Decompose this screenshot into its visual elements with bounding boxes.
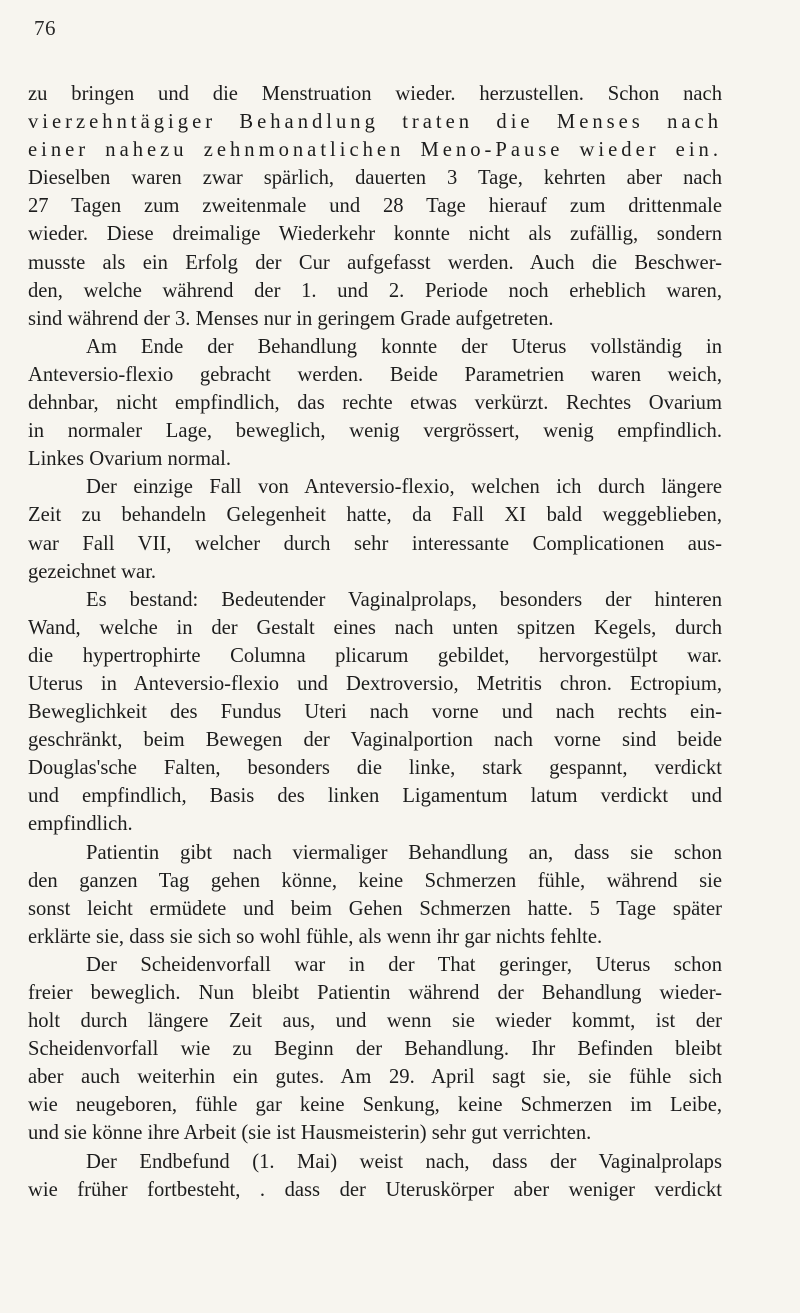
text-line: zu bringen und die Menstruation wieder. herzustellen. Schon nach: [28, 83, 722, 105]
text-line: einer nahezu zehnmonatlichen Meno-Pause wieder ein.: [28, 139, 722, 162]
text-line: Dieselben waren zwar spärlich, dauerten 3 Tage, kehrten aber nach: [28, 167, 722, 190]
text-line: empfindlich.: [28, 813, 133, 836]
page-number: 76: [34, 16, 56, 40]
text-line: Beweglichkeit des Fundus Uteri nach vorne und nach rechts ein-: [28, 701, 722, 724]
text-line: musste als ein Erfolg der Cur aufgefasst werden. Auch die Beschwer-: [28, 251, 722, 274]
text-line: dehnbar, nicht empfindlich, das rechte etwas verkürzt. Rechtes Ovarium: [28, 392, 722, 415]
text-line: Linkes Ovarium normal.: [28, 448, 232, 471]
text-line: sind während der 3. Menses nur in geringem Grade aufgetreten.: [28, 307, 554, 330]
text-line: den ganzen Tag gehen könne, keine Schmerzen fühle, während sie: [28, 869, 722, 892]
text-line: Zeit zu behandeln Gelegenheit hatte, da Fall XI bald weggeblieben,: [28, 504, 722, 527]
text-line: die hypertrophirte Columna plicarum gebildet, hervorgestülpt war.: [28, 644, 722, 667]
text-line: und sie könne ihre Arbeit (sie ist Hausmeisterin) sehr gut verrichten.: [28, 1122, 592, 1145]
text-line: Douglas'sche Falten, besonders die linke, stark gespannt, verdickt: [28, 757, 722, 780]
text-line: holt durch längere Zeit aus, und wenn sie wieder kommt, ist der: [28, 1010, 722, 1033]
text-line: und empfindlich, Basis des linken Ligamentum latum verdickt und: [28, 785, 722, 808]
text-line: sonst leicht ermüdete und beim Gehen Schmerzen hatte. 5 Tage später: [28, 897, 722, 920]
text-line: wieder. Diese dreimalige Wiederkehr konnte nicht als zufällig, sondern: [28, 223, 722, 246]
text-line: Der Scheidenvorfall war in der That geringer, Uterus schon: [86, 953, 722, 976]
text-line: war Fall VII, welcher durch sehr interessante Complicationen aus-: [28, 532, 722, 555]
text-line: Patientin gibt nach viermaliger Behandlung an, dass sie schon: [86, 841, 722, 864]
text-line: in normaler Lage, beweglich, wenig vergrössert, wenig empfindlich.: [28, 420, 722, 443]
text-line: Es bestand: Bedeutender Vaginalprolaps, besonders der hinteren: [86, 588, 722, 611]
text-line: freier beweglich. Nun bleibt Patientin während der Behandlung wieder-: [28, 982, 722, 1004]
text-line: gezeichnet war.: [28, 560, 157, 583]
text-line: erklärte sie, dass sie sich so wohl fühle, als wenn ihr gar nichts fehlte.: [28, 925, 603, 948]
text-line: den, welche während der 1. und 2. Periode noch erheblich waren,: [28, 279, 722, 302]
text-line: Scheidenvorfall wie zu Beginn der Behandlung. Ihr Befinden bleibt: [28, 1038, 722, 1061]
body-text: [28, 80, 722, 1204]
text-line: wie früher fortbesteht, . dass der Uteruskörper aber weniger verdickt: [28, 1178, 722, 1201]
text-line: wie neugeboren, fühle gar keine Senkung, keine Schmerzen im Leibe,: [28, 1094, 722, 1117]
text-line: Der Endbefund (1. Mai) weist nach, dass der Vaginalprolaps: [86, 1150, 722, 1173]
text-line: Anteversio-flexio gebracht werden. Beide Parametrien waren weich,: [28, 363, 722, 386]
text-line: aber auch weiterhin ein gutes. Am 29. April sagt sie, sie fühle sich: [28, 1066, 722, 1089]
text-line: geschränkt, beim Bewegen der Vaginalportion nach vorne sind beide: [28, 729, 722, 752]
text-line: Wand, welche in der Gestalt eines nach unten spitzen Kegels, durch: [28, 616, 722, 639]
text-line: Der einzige Fall von Anteversio-flexio, welchen ich durch längere: [86, 476, 722, 499]
text-line: Am Ende der Behandlung konnte der Uterus vollständig in: [86, 335, 722, 358]
text-line: 27 Tagen zum zweitenmale und 28 Tage hierauf zum drittenmale: [28, 195, 722, 218]
text-line: Uterus in Anteversio-flexio und Dextroversio, Metritis chron. Ectropium,: [28, 672, 722, 695]
text-line: vierzehntägiger Behandlung traten die Menses nach: [28, 111, 722, 134]
